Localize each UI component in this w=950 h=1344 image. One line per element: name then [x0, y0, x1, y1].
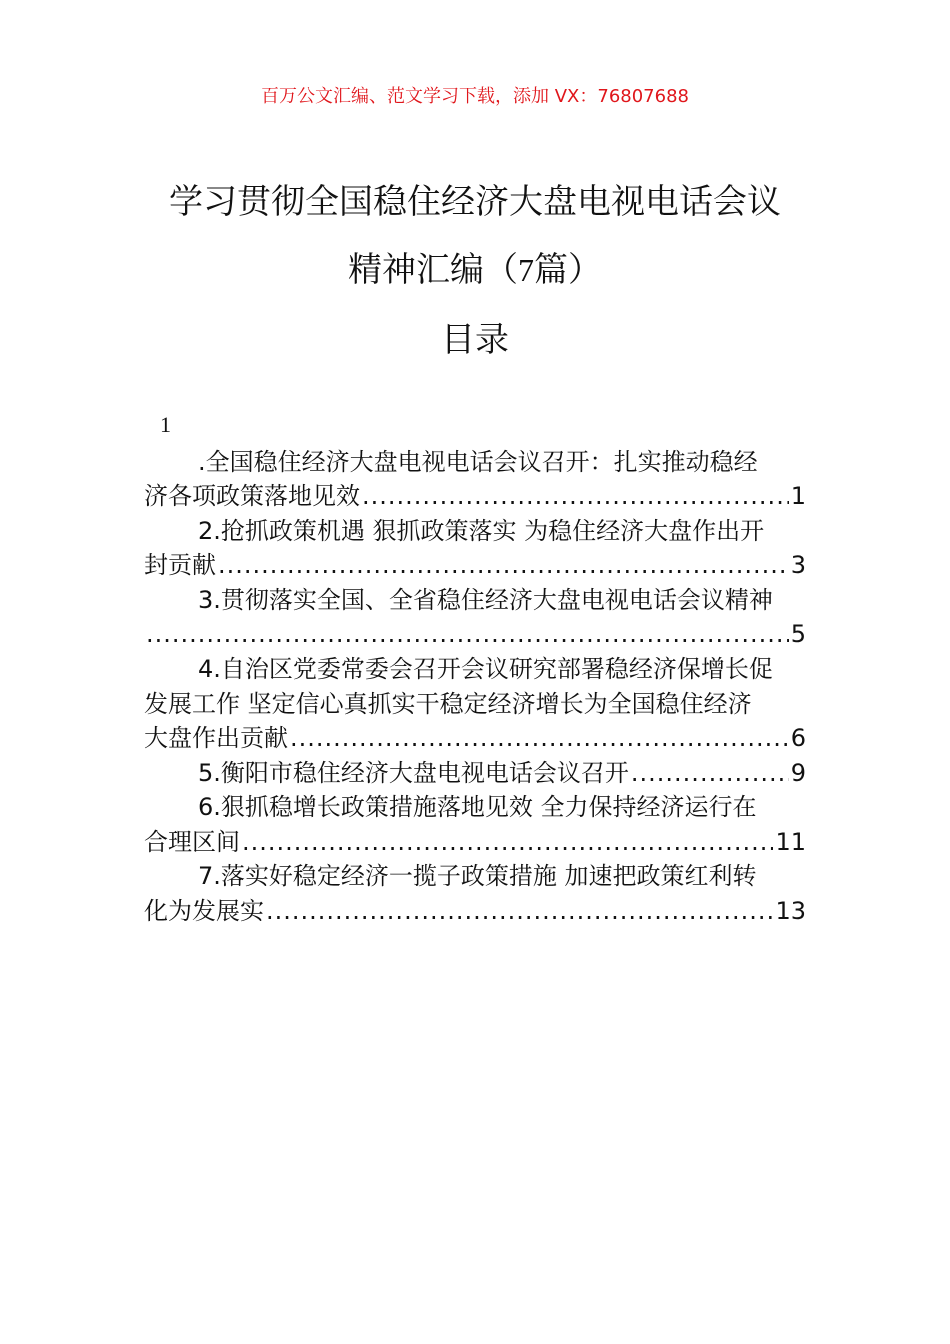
document-title-line-1: 学习贯彻全国稳住经济大盘电视电话会议	[169, 182, 781, 222]
title-text: 精神汇编（	[348, 250, 518, 290]
toc-entry-text: 济各项政策落地见效	[144, 482, 360, 510]
dot-leader	[631, 756, 789, 790]
dot-leader	[290, 721, 789, 755]
toc-stray-number: 1	[160, 412, 171, 437]
toc-entry-7-line-2[interactable]	[144, 894, 806, 928]
toc-entry-1-line-1[interactable]: .全国稳住经济大盘电视电话会议召开：扎实推动稳经	[198, 448, 758, 476]
dot-leader	[266, 894, 773, 928]
toc-entry-4-line-3[interactable]	[144, 721, 806, 755]
toc-page-number: 6	[790, 724, 806, 752]
toc-entry-text: 化为发展实	[144, 897, 264, 925]
title-text-suffix: 篇）	[534, 250, 602, 290]
toc-entry-2-line-1[interactable]: 2.抢抓政策机遇 狠抓政策落实 为稳住经济大盘作出开	[198, 517, 765, 545]
toc-entry-1-line-2[interactable]	[144, 479, 806, 513]
toc-entry-text: 5.衡阳市稳住经济大盘电视电话会议召开	[198, 759, 629, 787]
toc-page-number: 1	[790, 482, 806, 510]
document-title-line-2	[0, 248, 950, 292]
toc-entry-text: 封贡献	[144, 551, 216, 579]
toc-page-number: 5	[790, 620, 806, 648]
toc-page-number: 3	[790, 551, 806, 579]
promo-banner: 百万公文汇编、范文学习下载，添加 VX：76807688	[261, 86, 689, 107]
toc-page-number: 11	[775, 828, 806, 856]
dot-leader	[362, 479, 789, 513]
toc-entry-5-line-1[interactable]	[144, 756, 806, 790]
dot-leader	[242, 825, 773, 859]
title-count: 7	[518, 252, 534, 288]
toc-page-number: 9	[790, 759, 806, 787]
toc-entry-4-line-2[interactable]: 发展工作 坚定信心真抓实干稳定经济增长为全国稳住经济	[144, 690, 752, 718]
dot-leader	[218, 548, 789, 582]
toc-entry-text: 合理区间	[144, 828, 240, 856]
toc-entry-7-line-1[interactable]: 7.落实好稳定经济一揽子政策措施 加速把政策红利转	[198, 862, 757, 890]
toc-entry-3-line-1[interactable]: 3.贯彻落实全国、全省稳住经济大盘电视电话会议精神	[198, 586, 773, 614]
toc-entry-6-line-1[interactable]: 6.狠抓稳增长政策措施落地见效 全力保持经济运行在	[198, 793, 757, 821]
dot-leader	[146, 617, 789, 651]
toc-entry-6-line-2[interactable]	[144, 825, 806, 859]
toc-entry-2-line-2[interactable]	[144, 548, 806, 582]
toc-entry-text: 大盘作出贡献	[144, 724, 288, 752]
toc-entry-4-line-1[interactable]: 4.自治区党委常委会召开会议研究部署稳经济保增长促	[198, 655, 773, 683]
toc-entry-3-line-2[interactable]	[144, 617, 806, 651]
toc-heading: 目录	[441, 320, 509, 360]
toc-page-number: 13	[775, 897, 806, 925]
